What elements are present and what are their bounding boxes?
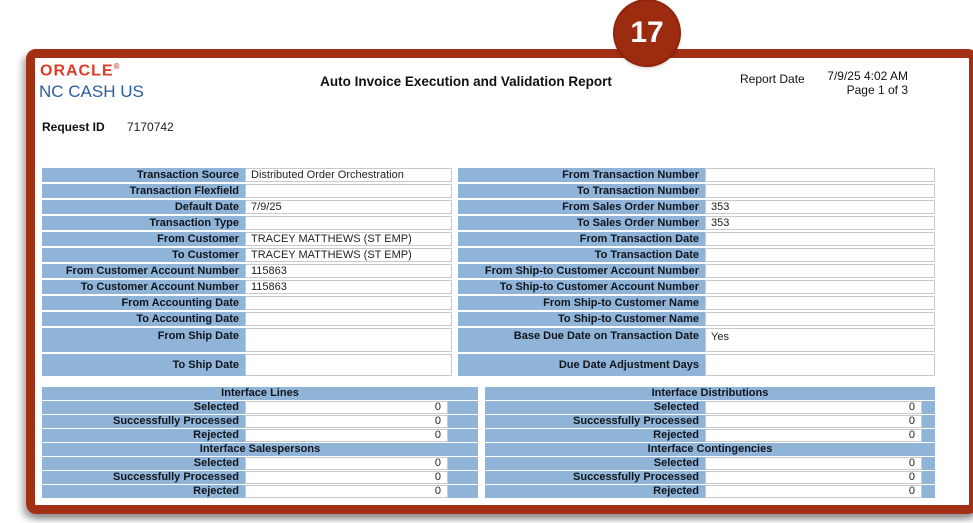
summary-label: Successfully Processed [42, 415, 245, 428]
param-label: From Ship Date [42, 328, 245, 352]
org-name: NC CASH US [39, 82, 144, 101]
summary-section-title: Interface Lines [42, 387, 478, 400]
param-label: From Customer [42, 232, 245, 246]
request-id-value: 7170742 [127, 120, 174, 134]
summary-label: Selected [42, 401, 245, 414]
summary-section-title: Interface Contingencies [485, 443, 935, 456]
report-title: Auto Invoice Execution and Validation Report [320, 74, 612, 89]
report-date-label: Report Date [740, 72, 805, 86]
request-id-label: Request ID [42, 120, 105, 134]
summary-value: 0 [705, 471, 922, 484]
registered-mark: ® [113, 62, 120, 71]
summary-label: Rejected [42, 485, 245, 498]
summary-value: 0 [245, 457, 448, 470]
param-label: Transaction Type [42, 216, 245, 230]
param-label: Transaction Flexfield [42, 184, 245, 198]
param-label: To Sales Order Number [458, 216, 705, 230]
summary-section-title: Interface Distributions [485, 387, 935, 400]
param-label: Transaction Source [42, 168, 245, 182]
summary-label: Selected [485, 457, 705, 470]
summary-section-title: Interface Salespersons [42, 443, 478, 456]
param-label: To Transaction Number [458, 184, 705, 198]
param-label: To Ship-to Customer Account Number [458, 280, 705, 294]
summary-label: Successfully Processed [485, 415, 705, 428]
badge-number: 17 [630, 16, 664, 49]
param-label: From Sales Order Number [458, 200, 705, 214]
param-label: From Ship-to Customer Name [458, 296, 705, 310]
param-label: From Ship-to Customer Account Number [458, 264, 705, 278]
oracle-logo-text: ORACLE [40, 62, 114, 80]
summary-value: 0 [245, 471, 448, 484]
param-value: 115863 [245, 280, 452, 294]
param-label: Base Due Date on Transaction Date [458, 328, 705, 352]
summary-value: 0 [705, 457, 922, 470]
param-value: 353 [705, 216, 935, 230]
param-value: TRACEY MATTHEWS (ST EMP) [245, 248, 452, 262]
summary-value: 0 [245, 429, 448, 442]
summary-label: Successfully Processed [42, 471, 245, 484]
param-value: Distributed Order Orchestration [245, 168, 452, 182]
param-label: From Customer Account Number [42, 264, 245, 278]
param-value: TRACEY MATTHEWS (ST EMP) [245, 232, 452, 246]
param-label: To Accounting Date [42, 312, 245, 326]
summary-label: Rejected [42, 429, 245, 442]
param-label: To Ship-to Customer Name [458, 312, 705, 326]
param-label: From Transaction Number [458, 168, 705, 182]
param-label: From Transaction Date [458, 232, 705, 246]
summary-value: 0 [245, 401, 448, 414]
summary-value: 0 [705, 485, 922, 498]
param-label: From Accounting Date [42, 296, 245, 310]
param-label: Due Date Adjustment Days [458, 354, 705, 376]
param-label: To Customer [42, 248, 245, 262]
param-label: To Ship Date [42, 354, 245, 376]
summary-value: 0 [705, 401, 922, 414]
param-label: Default Date [42, 200, 245, 214]
summary-label: Successfully Processed [485, 471, 705, 484]
annotation-frame [26, 49, 973, 514]
param-label: To Customer Account Number [42, 280, 245, 294]
summary-label: Selected [485, 401, 705, 414]
report-date-value: 7/9/25 4:02 AM [827, 69, 908, 83]
summary-value: 0 [245, 415, 448, 428]
summary-label: Selected [42, 457, 245, 470]
param-value: 353 [705, 200, 935, 214]
summary-value: 0 [245, 485, 448, 498]
param-value: 7/9/25 [245, 200, 452, 214]
summary-value: 0 [705, 429, 922, 442]
summary-value: 0 [705, 415, 922, 428]
param-value: 115863 [245, 264, 452, 278]
param-label: To Transaction Date [458, 248, 705, 262]
param-value: Yes [705, 328, 935, 352]
annotation-step-badge [615, 1, 679, 65]
page-number: Page 1 of 3 [846, 83, 908, 97]
summary-label: Rejected [485, 429, 705, 442]
summary-label: Rejected [485, 485, 705, 498]
